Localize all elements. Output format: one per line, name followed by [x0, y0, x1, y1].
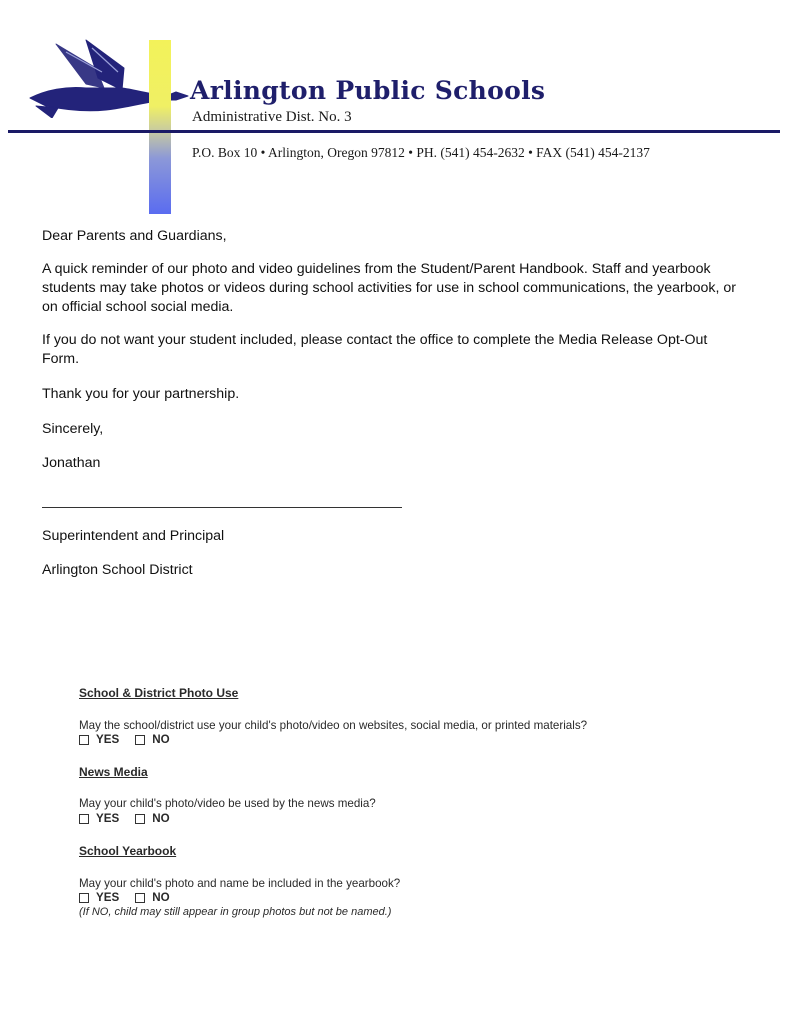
signer-title: Superintendent and Principal — [42, 528, 225, 544]
options-news-media — [79, 812, 170, 825]
no-label: NO — [152, 812, 170, 825]
yes-checkbox[interactable] — [79, 814, 89, 824]
no-checkbox[interactable] — [135, 893, 145, 903]
signature-line — [42, 507, 402, 508]
no-checkbox[interactable] — [135, 735, 145, 745]
header-rule — [8, 130, 780, 133]
yes-label: YES — [96, 733, 120, 746]
greeting: Dear Parents and Guardians, — [42, 228, 227, 244]
organization: Arlington School District — [42, 562, 193, 578]
section-heading-yearbook: School Yearbook — [79, 844, 177, 858]
yes-label: YES — [96, 891, 120, 904]
paragraph-optout: If you do not want your student included, please contact the office to complete the Media Release Opt-Out Form. — [42, 332, 708, 367]
no-label: NO — [152, 733, 170, 746]
yes-checkbox[interactable] — [79, 735, 89, 745]
contact-address: P.O. Box 10 • Arlington, Oregon 97812 • PH. (541) 454-2632 • FAX (541) 454-2137 — [192, 145, 650, 160]
district-name: Administrative Dist. No. 3 — [192, 109, 352, 125]
school-name: Arlington Public Schools — [190, 76, 546, 105]
yes-label: YES — [96, 812, 120, 825]
options-yearbook — [79, 891, 170, 904]
no-checkbox[interactable] — [135, 814, 145, 824]
yearbook-note: (If NO, child may still appear in group photos but not be named.) — [79, 906, 392, 918]
question-yearbook: May your child's photo and name be included in the yearbook? — [79, 877, 401, 890]
no-label: NO — [152, 891, 170, 904]
thanks-line: Thank you for your partnership. — [42, 386, 240, 402]
question-news-media: May your child's photo/video be used by the news media? — [79, 797, 376, 810]
yes-checkbox[interactable] — [79, 893, 89, 903]
color-bar — [149, 40, 171, 214]
section-heading-news-media: News Media — [79, 765, 148, 779]
closing: Sincerely, — [42, 421, 104, 437]
signer-name: Jonathan — [42, 455, 101, 471]
options-photo-use — [79, 733, 170, 746]
section-heading-photo-use: School & District Photo Use — [79, 686, 239, 700]
question-photo-use: May the school/district use your child's photo/video on websites, social media, or printed materials? — [79, 719, 588, 732]
paragraph-reminder: A quick reminder of our photo and video guidelines from the Student/Parent Handbook. Staff and yearbook students may take photos or videos during school activities for use in school communications, the yearbook, or on official school social media. — [42, 261, 736, 315]
